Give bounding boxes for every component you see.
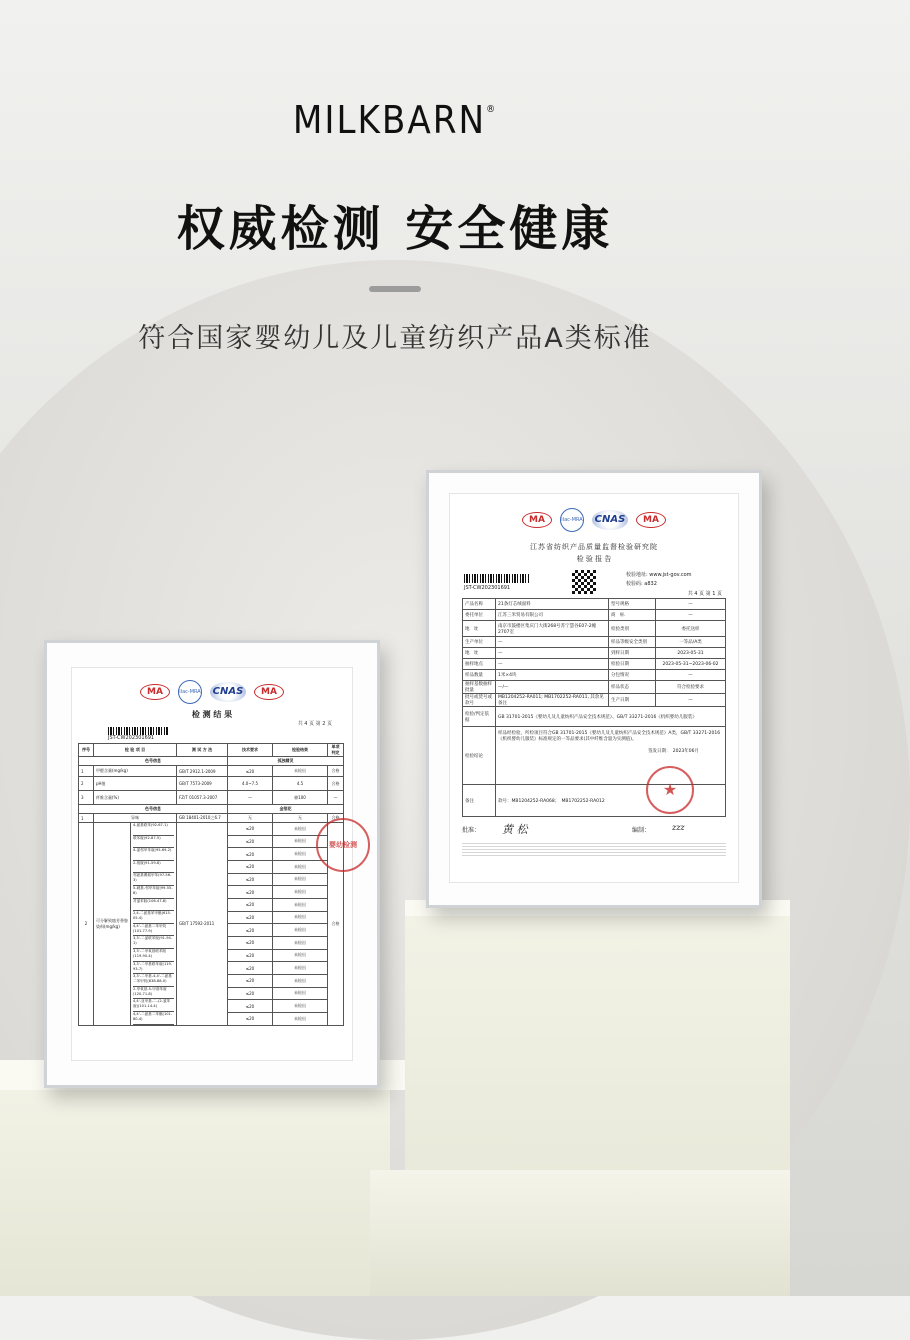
cell: 2023-05-31 [656, 648, 726, 659]
cell: 4.0~7.5 [228, 777, 273, 791]
cell: 可分解致癌芳香胺染料(mg/kg) [96, 917, 128, 929]
amine-name: 2-甲氧基-5-甲基苯胺(120-71-8) [133, 987, 174, 1000]
right-report-title: 检 验 报 告 [576, 555, 612, 563]
cell: 样品状态 [609, 681, 656, 694]
table-row [79, 766, 344, 777]
verify-code: 校验码: a832 [626, 581, 657, 587]
cell [273, 962, 328, 975]
cell: 商 标 [609, 610, 656, 621]
cell-text: 未检出 [294, 863, 306, 869]
amine-name: 2-萘胺(91-59-8) [133, 861, 174, 874]
cell-text: 未检出 [294, 914, 306, 920]
section-value: 金箔花 [228, 805, 344, 814]
signature-row [462, 821, 726, 839]
table-row [463, 707, 726, 727]
cell: GB 18401-2010之6.7 [177, 814, 228, 823]
cell: 样品数量 [463, 670, 496, 681]
amine-name: 对氯苯胺(106-47-8) [133, 899, 174, 912]
cell [273, 1012, 328, 1025]
cell: 抽样基数抽样批量 [463, 681, 496, 694]
cell: 到样日期 [609, 648, 656, 659]
ilac-icon: ilac-MRA [560, 508, 584, 532]
verify-site: 校验地址: www.jst-gov.com [626, 572, 692, 578]
cell: 合格 [328, 777, 344, 791]
cell-text: 未检出 [294, 952, 306, 958]
cell: 一等品/A类 [656, 637, 726, 648]
ma-icon: MA [522, 512, 552, 528]
right-pedestal-low [370, 1170, 790, 1296]
table-header-cell: 单项判定 [328, 744, 344, 757]
cell: — [496, 648, 609, 659]
right-report-paper [449, 493, 739, 883]
cell: ≤20 [228, 974, 273, 987]
cell: GB/T 17592-2011 [177, 823, 228, 1026]
cell: 生产日期 [609, 694, 656, 707]
right-report-code: JST-CW202301691 [464, 585, 511, 591]
left-report-title: 检 测 结 果 [191, 710, 233, 719]
cell: — [656, 670, 726, 681]
cell: FZ/T 01057.3-2007 [177, 791, 228, 805]
cell [273, 911, 328, 924]
table-row [463, 681, 726, 694]
cnas-icon: CNAS [592, 510, 628, 530]
cell [273, 924, 328, 937]
amine-name: 4,4'-亚甲基-二-(2-氯苯胺)(101-14-4) [133, 999, 174, 1012]
amine-name: 4,4'-二氨基二苯甲烷(101-77-9) [133, 924, 174, 937]
cell [273, 860, 328, 873]
left-report-code: JST-CW202301691 [108, 735, 155, 741]
cell: 2023-05-31~2023-06-02 [656, 659, 726, 670]
cell: — [656, 610, 726, 621]
divider [369, 286, 421, 292]
cell: ≤20 [228, 987, 273, 1000]
left-results-table [78, 743, 344, 1026]
cell: ≤20 [228, 962, 273, 975]
amine-name: 4,4'-二氨基二苯醚(101-80-4) [133, 1012, 174, 1025]
section-value: 孤独精灵 [228, 757, 344, 766]
right-certificate-frame [426, 470, 762, 908]
amine-name: 3,3'-二氯联苯胺(91-94-1) [133, 936, 174, 949]
issue-date: 签发日期： 2023年06月 [648, 749, 699, 754]
cell: 南京市鼓楼区集庆门大街268号苏宁慧谷E07-2幢2707室 [496, 621, 609, 637]
right-stamp [646, 766, 694, 814]
cell: 棉100 [273, 791, 328, 805]
cell-text: 未检出 [294, 838, 306, 844]
table-row [463, 637, 726, 648]
right-logos [450, 508, 738, 532]
table-row [79, 791, 344, 805]
cell: — [496, 637, 609, 648]
edit-label: 编制： [632, 827, 651, 834]
ma-icon: MA [254, 684, 284, 700]
cell: 1 [79, 766, 94, 777]
cell: — [228, 791, 273, 805]
cell: — [328, 791, 344, 805]
conclusion-text: 样品经检验，所检项目符合GB 31701-2015《婴幼儿及儿童纺织产品安全技术规范》A类，GB/T 33271-2016《机织婴幼儿服装》标准规定的一等品要求(其中纤维含量为实测值)。 [498, 731, 721, 742]
right-barcode [464, 574, 530, 583]
left-certificate-frame [44, 640, 380, 1088]
left-barcode [108, 727, 168, 735]
cell: ≤20 [228, 1012, 273, 1025]
cell [273, 1000, 328, 1013]
cell: 1 [79, 814, 94, 823]
cell: 款号：MB1204252-RA068； MB1702252-RA012 [496, 785, 726, 817]
cell: ≤20 [228, 823, 273, 836]
approve-label: 批准： [462, 827, 481, 834]
cell: 未检出 [273, 766, 328, 777]
cell-text: 未检出 [294, 939, 306, 945]
cell: 合格 [328, 814, 344, 823]
cell: 样品等级安全类别 [609, 637, 656, 648]
table-row [463, 648, 726, 659]
cell: 合格 [328, 823, 344, 1026]
cell-text: 未检出 [294, 825, 306, 831]
cell [131, 823, 177, 1025]
cell: 纤维含量(%) [94, 791, 177, 805]
cell: GB/T 7573-2009 [177, 777, 228, 791]
cell: 委托送样 [656, 621, 726, 637]
cell: 生产单位 [463, 637, 496, 648]
cell: 2 [79, 777, 94, 791]
table-row [463, 670, 726, 681]
cell: 分包情况 [609, 670, 656, 681]
table-row [463, 659, 726, 670]
cell: 型号规格 [609, 599, 656, 610]
cell-text: 未检出 [294, 990, 306, 996]
cell: 地 址 [463, 621, 496, 637]
amine-name: 3,3'-二甲氧基联苯胺(119-90-4) [133, 949, 174, 962]
cell-text: 未检出 [294, 889, 306, 895]
amine-name: 4-氨基联苯(92-67-1) [133, 823, 174, 836]
amine-name: 2,4-二氨基苯甲醚(615-05-4) [133, 911, 174, 924]
cell: — [656, 599, 726, 610]
cell: 无 [228, 814, 273, 823]
cell: 无 [273, 814, 328, 823]
cell: ≤20 [228, 1000, 273, 1013]
table-header-cell: 检 验 项 目 [94, 744, 177, 757]
table-row [463, 610, 726, 621]
cell: 备注 [463, 785, 496, 817]
amine-name: 3,3'-二甲基-4,4'-二氨基二苯甲烷(838-88-0) [133, 974, 174, 987]
cell-text: 未检出 [294, 851, 306, 857]
table-row [79, 777, 344, 791]
cell: 合格 [328, 766, 344, 777]
cell: ≤20 [228, 860, 273, 873]
cell [273, 898, 328, 911]
cell-text: 未检出 [294, 965, 306, 971]
cell [273, 873, 328, 886]
cell [273, 974, 328, 987]
cell: ≤20 [228, 924, 273, 937]
cell: 抽样地点 [463, 659, 496, 670]
cell-text: 未检出 [294, 876, 306, 882]
amine-name: 邻氨基偶氮甲苯(97-56-3) [133, 873, 174, 886]
ma-icon: MA [636, 512, 666, 528]
cell-text: 未检出 [294, 901, 306, 907]
cell: ≤20 [228, 911, 273, 924]
cell: 3 [79, 791, 94, 805]
cell: ≤20 [228, 848, 273, 861]
cell: pH值 [94, 777, 177, 791]
table-row [79, 805, 344, 814]
cell: — [656, 694, 726, 707]
approve-signature: 黄 松 [502, 823, 528, 836]
left-report-paper [71, 667, 357, 1061]
table-row [463, 621, 726, 637]
table-header-cell: 检验结果 [273, 744, 328, 757]
cell: 异味 [94, 814, 177, 823]
cell: 21条灯芯绒面料 [496, 599, 609, 610]
table-header [79, 744, 344, 757]
cell: GB/T 2912.1-2009 [177, 766, 228, 777]
table-row [463, 694, 726, 707]
left-stamp: 婴幼检测 [316, 818, 370, 872]
ma-icon: MA [140, 684, 170, 700]
amine-name: 5-硝基-邻甲苯胺(99-55-8) [133, 886, 174, 899]
cell: GB 31701-2015《婴幼儿及儿童纺织产品安全技术规范》、GB/T 33271-2016《机织婴幼儿服装》 [496, 707, 726, 727]
cell: —/— [496, 681, 609, 694]
cell: 产品名称 [463, 599, 496, 610]
cell: 地 址 [463, 648, 496, 659]
section-label: 色号信息 [79, 805, 228, 814]
footer-notes [462, 843, 726, 857]
cell: 2 [79, 823, 94, 1026]
cell: 检验类别 [609, 621, 656, 637]
cell [273, 987, 328, 1000]
cell [273, 936, 328, 949]
cell-text: 未检出 [294, 1015, 306, 1021]
amine-name: 联苯胺(92-87-5) [133, 836, 174, 849]
cell-text: 未检出 [294, 977, 306, 983]
cnas-icon: CNAS [210, 682, 246, 702]
edit-signature: zzz [672, 823, 685, 832]
institute-name: 江苏省纺织产品质量监督检验研究院 [530, 543, 658, 551]
amine-name: 3,3'-二甲基联苯胺(119-93-7) [133, 962, 174, 975]
cell [273, 949, 328, 962]
table-header-cell: 测 试 方 法 [177, 744, 228, 757]
amine-name: 4-氯邻甲苯胺(95-69-2) [133, 848, 174, 861]
qr-code-icon [572, 570, 596, 594]
brand-logo: MILKBARN® [292, 98, 498, 142]
right-page-info: 共 4 页 第 1 页 [687, 591, 722, 597]
page-headline: 权威检测 安全健康 [176, 201, 614, 257]
cell: 1米×4块 [496, 670, 609, 681]
table-header-cell: 序号 [79, 744, 94, 757]
cell [94, 823, 177, 1026]
left-logos [72, 680, 352, 704]
cell: ≤20 [228, 886, 273, 899]
left-page-info: 共 4 页 第 2 页 [297, 721, 332, 727]
cell: 甲醛含量(mg/kg) [94, 766, 177, 777]
cell-text: 未检出 [294, 927, 306, 933]
cell: ≤20 [228, 766, 273, 777]
table-row [79, 814, 344, 823]
cell: 检验日期 [609, 659, 656, 670]
star-icon: ★ [662, 780, 678, 799]
page-subline: 符合国家婴幼儿及儿童纺织产品A类标准 [138, 323, 652, 354]
cell-text: 未检出 [294, 1003, 306, 1009]
cell: ≤20 [228, 873, 273, 886]
cell: 江苏三米贸易有限公司 [496, 610, 609, 621]
cell: ≤20 [228, 949, 273, 962]
table-header-cell: 技术要求 [228, 744, 273, 757]
right-meta [450, 568, 738, 598]
cell: ≤20 [228, 936, 273, 949]
table-row [463, 599, 726, 610]
cell: 检验结论 [463, 727, 496, 785]
table-row [79, 823, 344, 836]
cell: 委托单位 [463, 610, 496, 621]
left-pedestal [0, 1080, 390, 1296]
ilac-icon: ilac-MRA [178, 680, 202, 704]
cell [273, 886, 328, 899]
cell: MB1204252-RA011; MB1702252-RA011, 其余见备注 [496, 694, 609, 707]
cell: — [496, 659, 609, 670]
cell: ≤20 [228, 835, 273, 848]
cell: 符合检验要求 [656, 681, 726, 694]
cell: 4.5 [273, 777, 328, 791]
section-label: 色号信息 [79, 757, 228, 766]
table-row [79, 757, 344, 766]
cell: 检验/判定依据 [463, 707, 496, 727]
cell: ≤20 [228, 898, 273, 911]
cell: 批号或货号或款号 [463, 694, 496, 707]
